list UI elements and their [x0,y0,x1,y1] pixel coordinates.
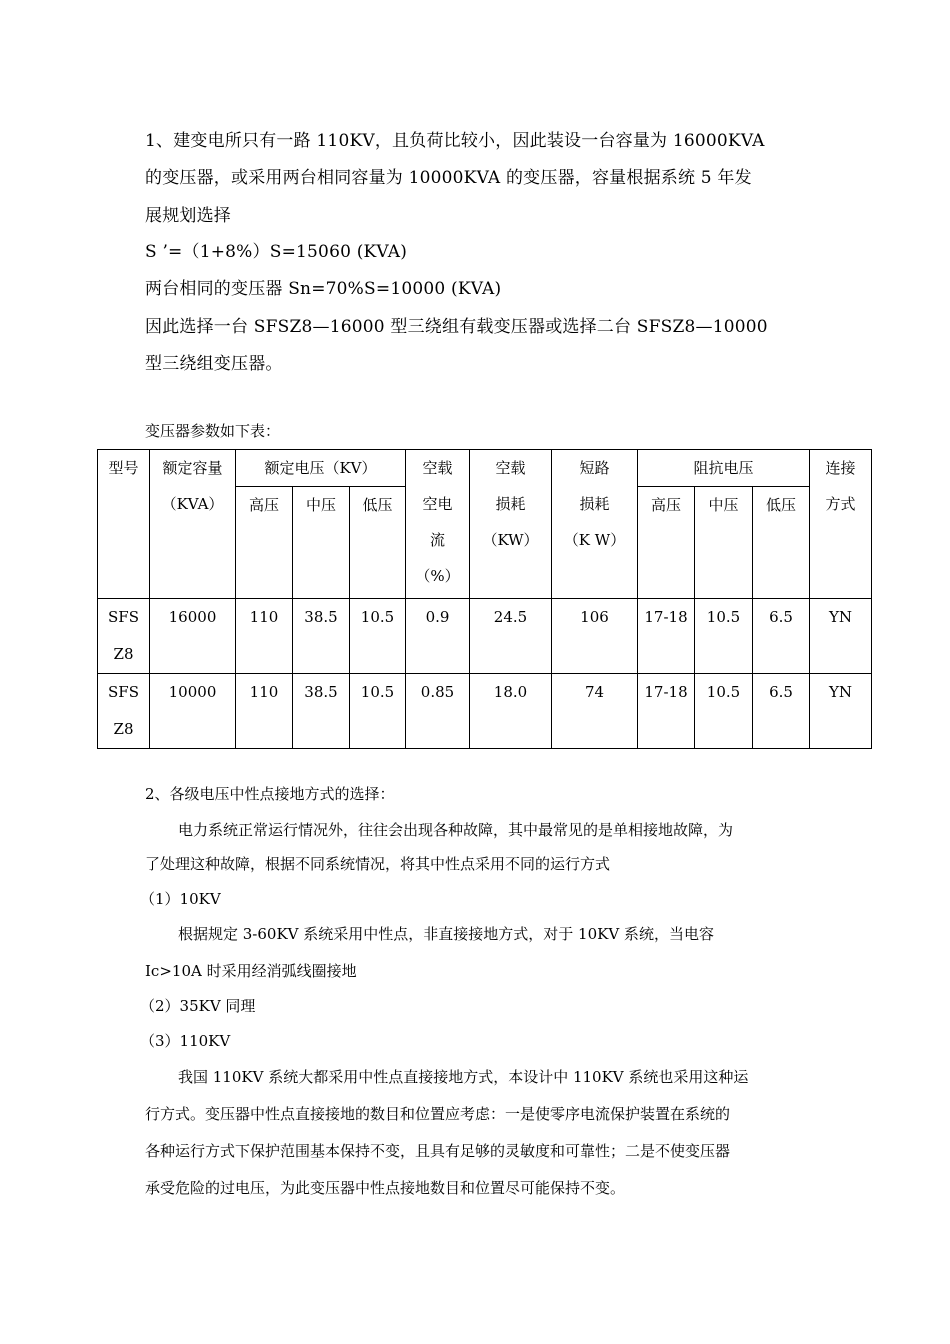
cell-hv: 110 [236,599,293,674]
cell-no-load-current: 0.9 [406,599,470,674]
header-model [98,450,150,599]
header-capacity-text: 额定容量 [162,459,223,477]
intro-line-2: 的变压器，或采用两台相同容量为 10000KVA 的变压器，容量根据系统 5 年发 [145,168,752,188]
table-row [98,599,872,674]
section-2-paragraph-3b: 行方式。变压器中性点直接接地的数目和位置应考虑：一是使零序电流保护装置在系统的 [145,1105,731,1123]
cell-connection: YN [810,599,872,674]
cell-mv: 38.5 [293,599,350,674]
cell-no-load-loss: 24.5 [470,599,552,674]
header-rated-voltage: 额定电压（KV） [236,450,406,487]
header-lv: 低压 [350,487,406,599]
cell-model: SFS Z8 [98,599,150,674]
header-no-load-loss: 空载 损耗 （KW） [470,450,552,599]
cell-no-load-loss: 18.0 [470,674,552,749]
formula-s-prime: S ’=（1+8%）S=15060 (KVA) [145,242,408,262]
cell-connection: YN [810,674,872,749]
transformer-parameters-table [97,449,872,749]
intro-line-6: 因此选择一台 SFSZ8—16000 型三绕组有载变压器或选择二台 SFSZ8—10000 [145,317,768,337]
cell-imp-hv: 17-18 [638,599,695,674]
header-no-load-current: 空载 空电 流 （%） [406,450,470,599]
section-2-paragraph-3c: 各种运行方式下保护范围基本保持不变，且具有足够的灵敏度和可靠性；二是不使变压器 [145,1142,731,1160]
cell-imp-mv: 10.5 [695,674,753,749]
header-short-circuit-loss: 短路 损耗 （K W） [552,450,638,599]
header-capacity-unit: （KVA） [161,495,224,513]
cell-mv: 38.5 [293,674,350,749]
cell-imp-mv: 10.5 [695,599,753,674]
item-10kv: （1）10KV [140,890,221,908]
header-hv: 高压 [236,487,293,599]
intro-line-1: 1、建变电所只有一路 110KV，且负荷比较小，因此装设一台容量为 16000KVA [145,131,765,151]
header-impedance-voltage: 阻抗电压 [638,450,810,487]
table-caption: 变压器参数如下表： [145,422,281,440]
header-imp-mv: 中压 [695,487,753,599]
header-imp-hv: 高压 [638,487,695,599]
cell-lv: 10.5 [350,599,406,674]
section-2-paragraph-2b: Ic>10A 时采用经消弧线圈接地 [145,962,357,980]
section-2-paragraph-3d: 承受危险的过电压，为此变压器中性点接地数目和位置尽可能保持不变。 [145,1179,626,1197]
section-2-title: 2、各级电压中性点接地方式的选择： [145,785,395,803]
cell-imp-lv: 6.5 [753,674,810,749]
cell-lv: 10.5 [350,674,406,749]
item-110kv: （3）110KV [140,1032,231,1050]
cell-capacity: 10000 [150,674,236,749]
header-capacity [150,450,236,599]
header-model-text: 型号 [108,459,139,477]
cell-short-circuit-loss: 74 [552,674,638,749]
cell-imp-hv: 17-18 [638,674,695,749]
cell-hv: 110 [236,674,293,749]
header-connection: 连接 方式 [810,450,872,599]
intro-line-3: 展规划选择 [145,206,231,226]
section-2-paragraph-3a: 我国 110KV 系统大都采用中性点直接接地方式，本设计中 110KV 系统也采用这种运 [178,1068,749,1086]
formula-sn: 两台相同的变压器 Sn=70%S=10000 (KVA) [145,279,502,299]
cell-model: SFS Z8 [98,674,150,749]
header-mv: 中压 [293,487,350,599]
item-35kv: （2）35KV 同理 [140,997,256,1015]
cell-capacity: 16000 [150,599,236,674]
section-2-paragraph-1b: 了处理这种故障，根据不同系统情况，将其中性点采用不同的运行方式 [145,855,611,873]
table-row [98,674,872,749]
section-2-paragraph-2a: 根据规定 3-60KV 系统采用中性点，非直接接地方式，对于 10KV 系统，当电容 [178,925,714,943]
cell-imp-lv: 6.5 [753,599,810,674]
cell-no-load-current: 0.85 [406,674,470,749]
cell-short-circuit-loss: 106 [552,599,638,674]
header-imp-lv: 低压 [753,487,810,599]
intro-line-7: 型三绕组变压器。 [145,354,283,374]
section-2-paragraph-1a: 电力系统正常运行情况外，往往会出现各种故障，其中最常见的是单相接地故障，为 [178,821,734,839]
